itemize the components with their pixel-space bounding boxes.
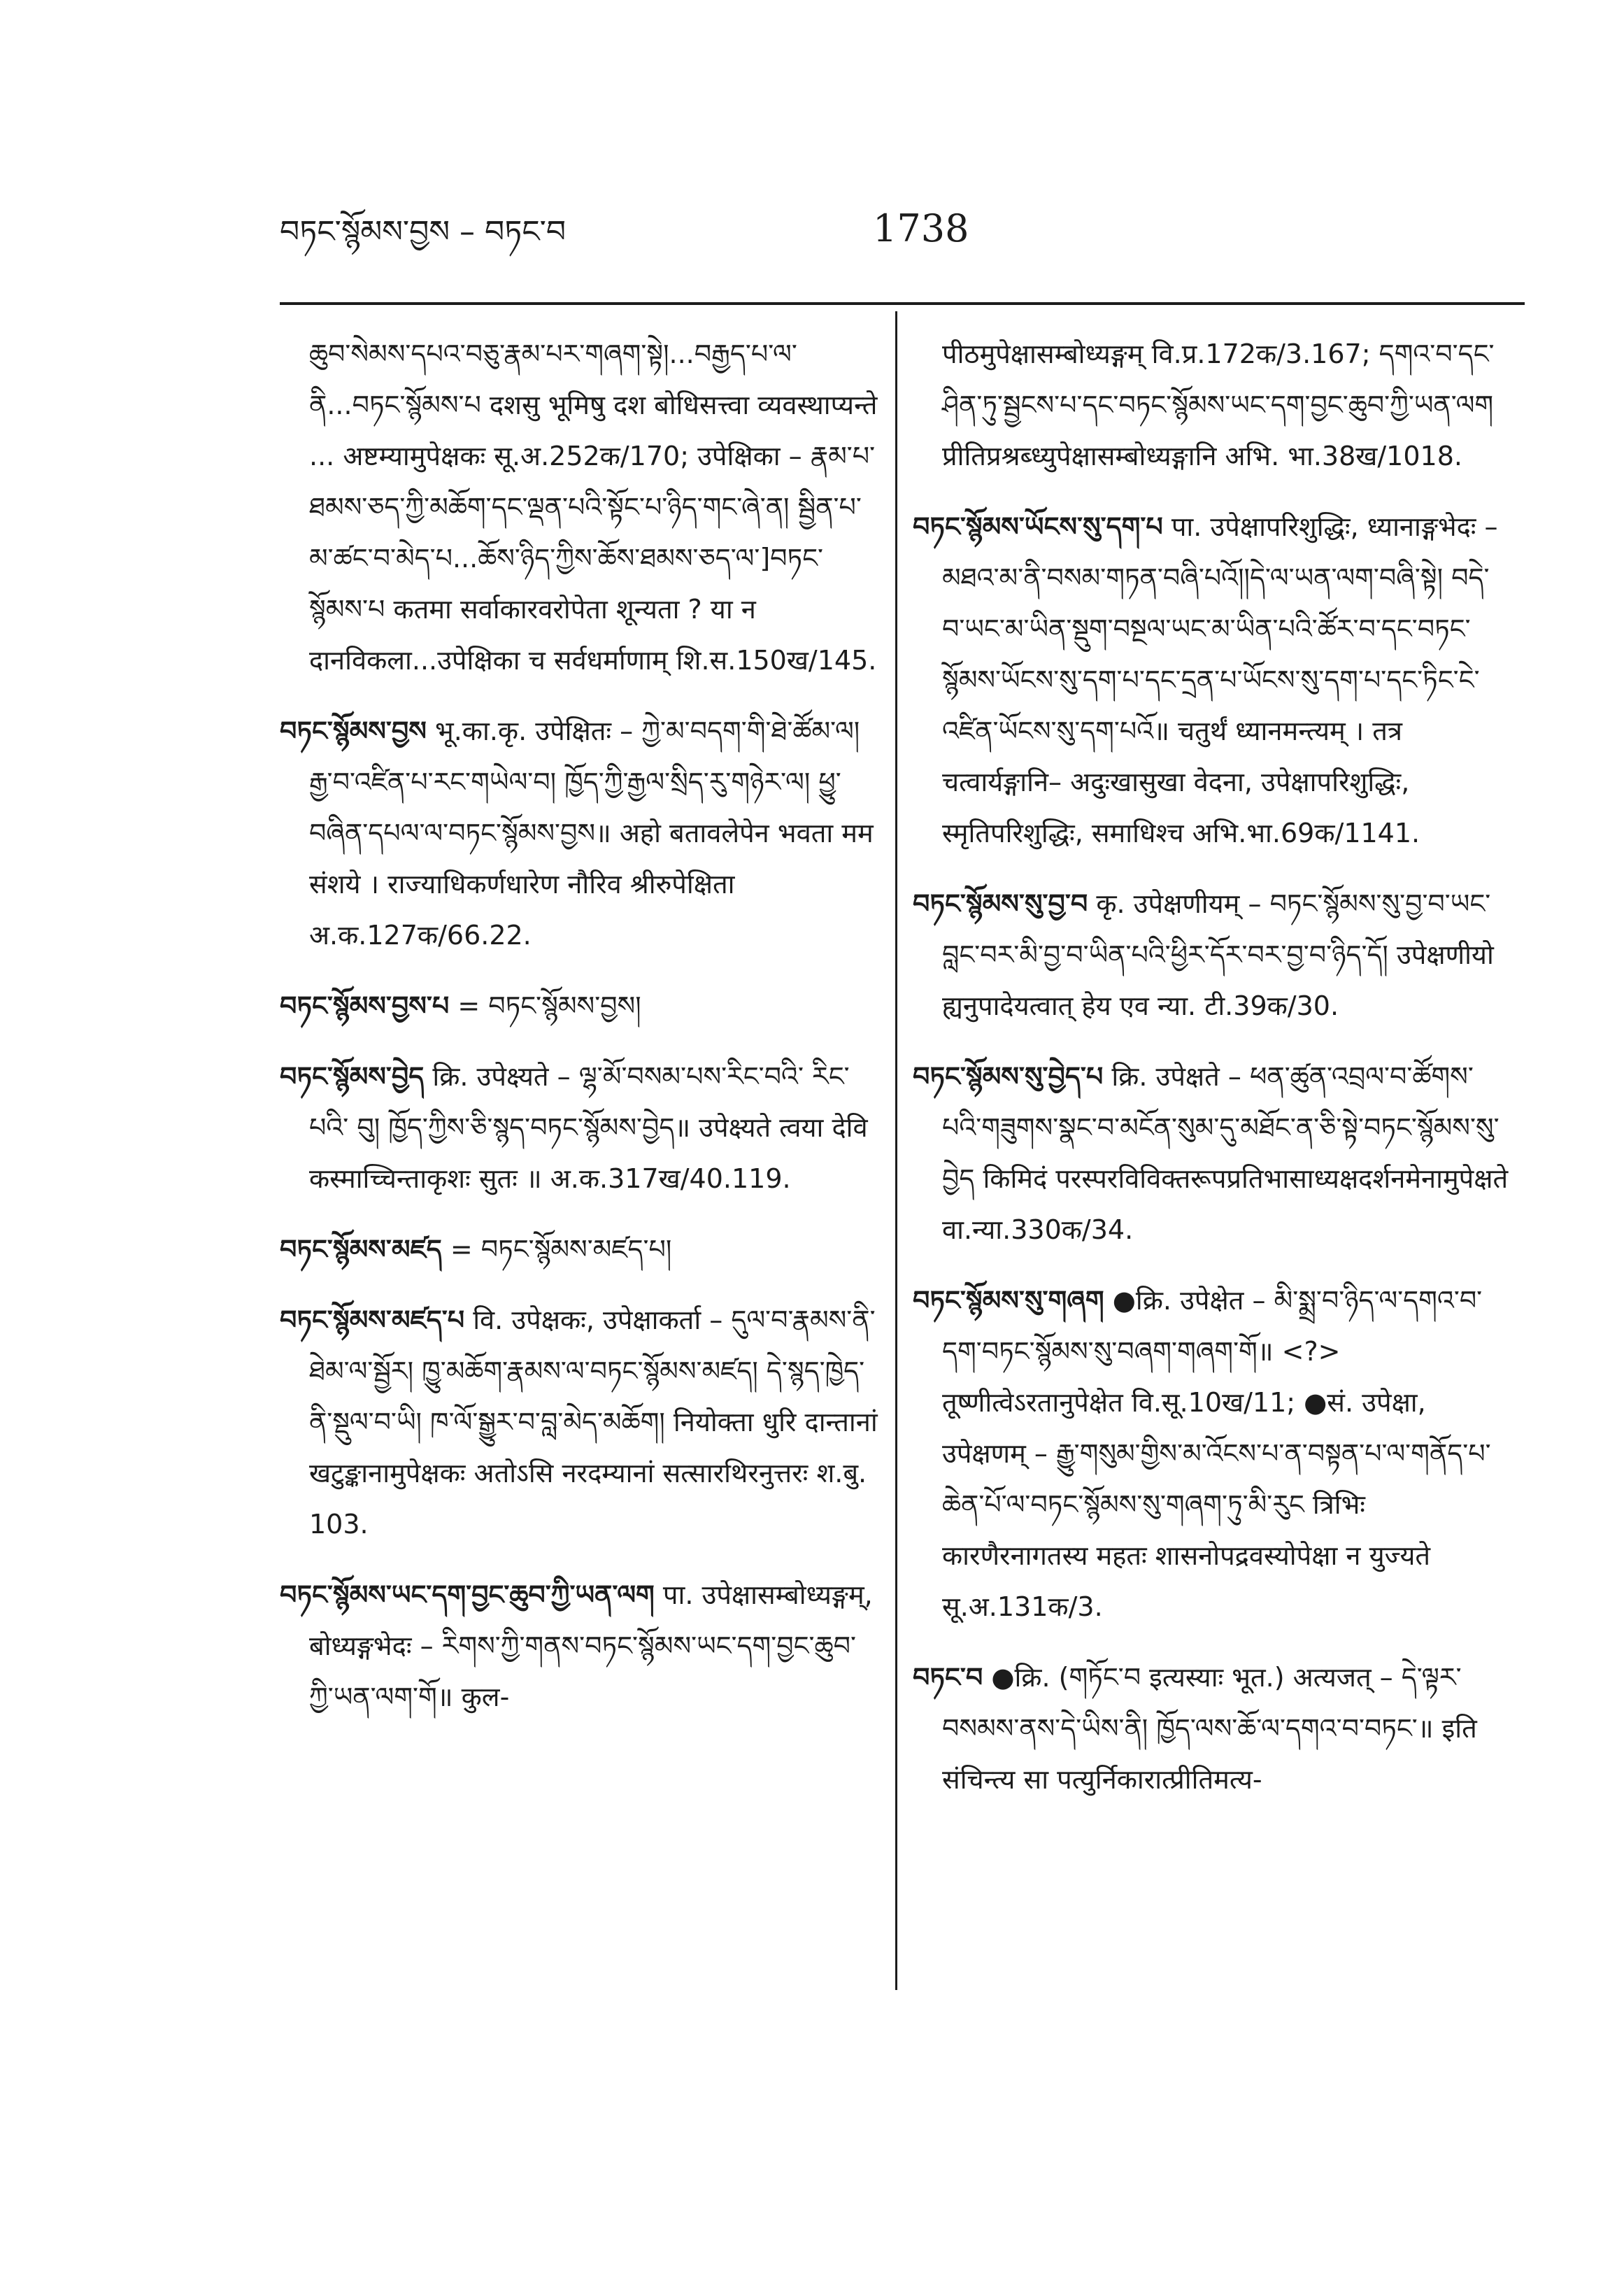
dictionary-entry <box>913 879 1511 1032</box>
entry-text: ●क्रि. (གཏོང་བ इत्यस्याः भूत.) अत्यजत् – དེ་ལྟར་བསམས་ནས་དེ་ཡིས་ནི། ཁྱོད་ལས་ཆོ་ལ་དགའ་བ་བཏང་॥ इति संचिन्त्य सा पत्युर्निकारात्प्रीतिमत्य- <box>942 1662 1477 1795</box>
entry-text: पा. उपेक्षापरिशुद्धिः, ध्यानाङ्गभेदः – མཐའ་མ་ནི་བསམ་གཏན་བཞི་པའོ།།དེ་ལ་ཡན་ལག་བཞི་སྟེ། བདེ་བ་ཡང་མ་ཡིན་སྡུག་བསྔལ་ཡང་མ་ཡིན་པའི་ཚོར་བ་དང་བཏང་སྙོམས་ཡོངས་སུ་དག་པ་དང་དྲན་པ་ཡོངས་སུ་དག་པ་དང་ཏིང་ངེ་འཛིན་ཡོངས་སུ་དག་པའོ॥ चतुर्थं ध्यानमन्त्यम् । तत्र चत्वार्यङ्गानि– अदुःखासुखा वेदना, उपेक्षापरिशुद्धिः, स्मृतिपरिशुद्धिः, समाधिश्च अभि.भा.69क/1141. <box>942 511 1498 848</box>
dictionary-entry <box>280 1051 878 1205</box>
entry-headword: བཏང་སྙོམས་བྱེད <box>280 1061 425 1092</box>
entry-text: क्रि. उपेक्ष्यते – ལྷ་མོ་བསམ་པས་རིང་བའི་ རིང་པའི་ བུ། ཁྱོད་ཀྱིས་ཅི་སྙད་བཏང་སྙོམས་བྱེད॥ उपेक्ष्यते त्वया देवि कस्माच्चिन्ताकृशः सुतः ॥ अ.क.317ख/40.119. <box>309 1061 868 1194</box>
entry-text: = བཏང་སྙོམས་མཛད་པ། <box>450 1234 672 1265</box>
entry-headword: བཏང་སྙོམས་ཡོངས་སུ་དག་པ <box>913 511 1163 542</box>
entry-text: भू.का.कृ. उपेक्षितः – ཀྱེ་མ་བདག་གི་ཐེ་ཚོམ་ལ། རྒྱ་བ་འཛིན་པ་རང་གཡེལ་བ། ཁྱོད་ཀྱི་རྒྱལ་སྲིད་རུ་གཉེར་ལ། ཕྱུ་བཞིན་དཔལ་ལ་བཏང་སྙོམས་བྱས॥ अहो बतावलेपेन भवता मम संशये । राज्याधिकर्णधारेण नौरिव श्रीरुपेक्षिता अ.क.127क/66.22. <box>309 716 874 951</box>
entry-headword: བཏང་སྙོམས་སུ་གཞག <box>913 1285 1104 1316</box>
dictionary-entry <box>913 1652 1511 1805</box>
entry-text: ཆུབ་སེམས་དཔའ་བཅུ་རྣམ་པར་གཞག་སྟེ།...བརྒྱད་པ་ལ་ནི...བཏང་སྙོམས་པ दशसु भूमिषु दश बोधिसत्त्वा व्यवस्थाप्यन्ते ... अष्टम्यामुपेक्षकः सू.अ.252क/170; उपेक्षिका – རྣམ་པ་ཐམས་ཅད་ཀྱི་མཆོག་དང་ལྡན་པའི་སྟོང་པ་ཉིད་གང་ཞེ་ན། སྦྱིན་པ་མ་ཚང་བ་མེད་པ...ཆོས་ཉིད་ཀྱིས་ཆོས་ཐམས་ཅད་ལ་]བཏང་སྙོམས་པ कतमा सर्वाकारवरोपेता शून्यता ? या न दानविकला...उपेक्षिका च सर्वधर्माणाम् शि.स.150ख/145. <box>309 339 878 676</box>
entry-text: = བཏང་སྙོམས་བྱས། <box>457 990 641 1021</box>
dictionary-entry <box>913 329 1511 482</box>
header-rule <box>280 302 1525 305</box>
running-head: བཏང་སྙོམས་བྱས – བཏང་བ <box>280 214 567 250</box>
entry-headword: བཏང་བ <box>913 1662 983 1693</box>
entry-headword: བཏང་སྙོམས་བྱས་པ <box>280 990 450 1021</box>
entry-headword: བཏང་སྙོམས་མཛད་པ <box>280 1305 465 1335</box>
entry-text: पा. उपेक्षासम्बोध्यङ्गम्, बोध्यङ्गभेदः – རིགས་ཀྱི་གནས་བཏང་སྙོམས་ཡང་དག་བྱང་ཆུབ་ཀྱི་ཡན་ལག་གོ॥ कुल- <box>309 1579 873 1712</box>
left-column <box>280 329 878 1742</box>
column-divider <box>895 311 897 1990</box>
right-column <box>913 329 1511 1825</box>
dictionary-entry <box>280 706 878 961</box>
dictionary-entry <box>280 1224 878 1275</box>
entry-text: ●क्रि. उपेक्षेत – མི་སྨྲ་བ་ཉིད་ལ་དགའ་བ་དག་བཏང་སྙོམས་སུ་བཞག་གཞག་གོ॥ <?> तूष्णीत्वेऽरतानुपेक्षेत वि.सू.10ख/11; ●सं. उपेक्षा, उपेक्षणम् – རྒྱུ་གསུམ་གྱིས་མ་འོངས་པ་ན་བསྟན་པ་ལ་གནོད་པ་ཆེན་པོ་ལ་བཏང་སྙོམས་སུ་གཞག་ཏུ་མི་རུང त्रिभिः कारणैरनागतस्य महतः शासनोपद्रवस्योपेक्षा न युज्यते सू.अ.131क/3. <box>942 1285 1491 1622</box>
entry-headword: བཏང་སྙོམས་ཡང་དག་བྱང་ཆུབ་ཀྱི་ཡན་ལག <box>280 1579 655 1610</box>
dictionary-entry <box>280 1295 878 1550</box>
entry-text: वि. उपेक्षकः, उपेक्षाकर्ता – དུལ་བ་རྣམས་ནི་ཐེམ་ལ་སྦྱོར། ཁྱུ་མཆོག་རྣམས་ལ་བཏང་སྙོམས་མཛད། དེ་སྙད་ཁྱེད་ནི་སྡུལ་བ་ཡི། ཁ་ལོ་སྒྱུར་བ་བླ་མེད་མཆོག། नियोक्ता धुरि दान्तानां खटुङ्कानामुपेक्षकः अतोऽसि नरदम्यानां सत्सारथिरनुत्तरः श.बु. 103. <box>309 1305 878 1540</box>
entry-headword: བཏང་སྙོམས་བྱས <box>280 716 427 746</box>
dictionary-entry <box>913 1275 1511 1633</box>
dictionary-entry <box>280 981 878 1032</box>
dictionary-entry <box>913 502 1511 859</box>
entry-headword: བཏང་སྙོམས་མཛད <box>280 1234 442 1265</box>
page-number: 1738 <box>873 206 969 250</box>
entry-text: कृ. उपेक्षणीयम् – བཏང་སྙོམས་སུ་བྱ་བ་ཡང་བླང་བར་མི་བྱ་བ་ཡིན་པའི་ཕྱིར་དོར་བར་བྱ་བ་ཉིད་དོ། उपेक्षणीयो ह्यनुपादेयत्वात् हेय एव न्या. टी.39क/30. <box>942 888 1494 1021</box>
entry-headword: བཏང་སྙོམས་སུ་བྱ་བ <box>913 888 1088 919</box>
page-header <box>280 204 1525 267</box>
dictionary-entry <box>913 1051 1511 1256</box>
entry-text: पीठमुपेक्षासम्बोध्यङ्गम् वि.प्र.172क/3.167; དགའ་བ་དང་ཤིན་ཏུ་སྦྱངས་པ་དང་བཏང་སྙོམས་ཡང་དག་བྱང་ཆུབ་ཀྱི་ཡན་ལག प्रीतिप्रश्रब्ध्युपेक्षासम्बोध्यङ्गानि अभि. भा.38ख/1018. <box>942 339 1495 471</box>
entry-headword: བཏང་སྙོམས་སུ་བྱེད་པ <box>913 1061 1104 1092</box>
entry-text: क्रि. उपेक्षते – ཕན་ཚུན་འབྲལ་བ་ཚོགས་པའི་གཟུགས་སྣང་བ་མངོན་སུམ་དུ་མཐོང་ན་ཅི་སྟེ་བཏང་སྙོམས་སུ་བྱེད किमिदं परस्परविविक्तरूपप्रतिभासाध्यक्षदर्शनमेनामुपेक्षते वा.न्या.330क/34. <box>942 1061 1509 1245</box>
dictionary-entry <box>280 1570 878 1723</box>
dictionary-entry <box>280 329 878 686</box>
